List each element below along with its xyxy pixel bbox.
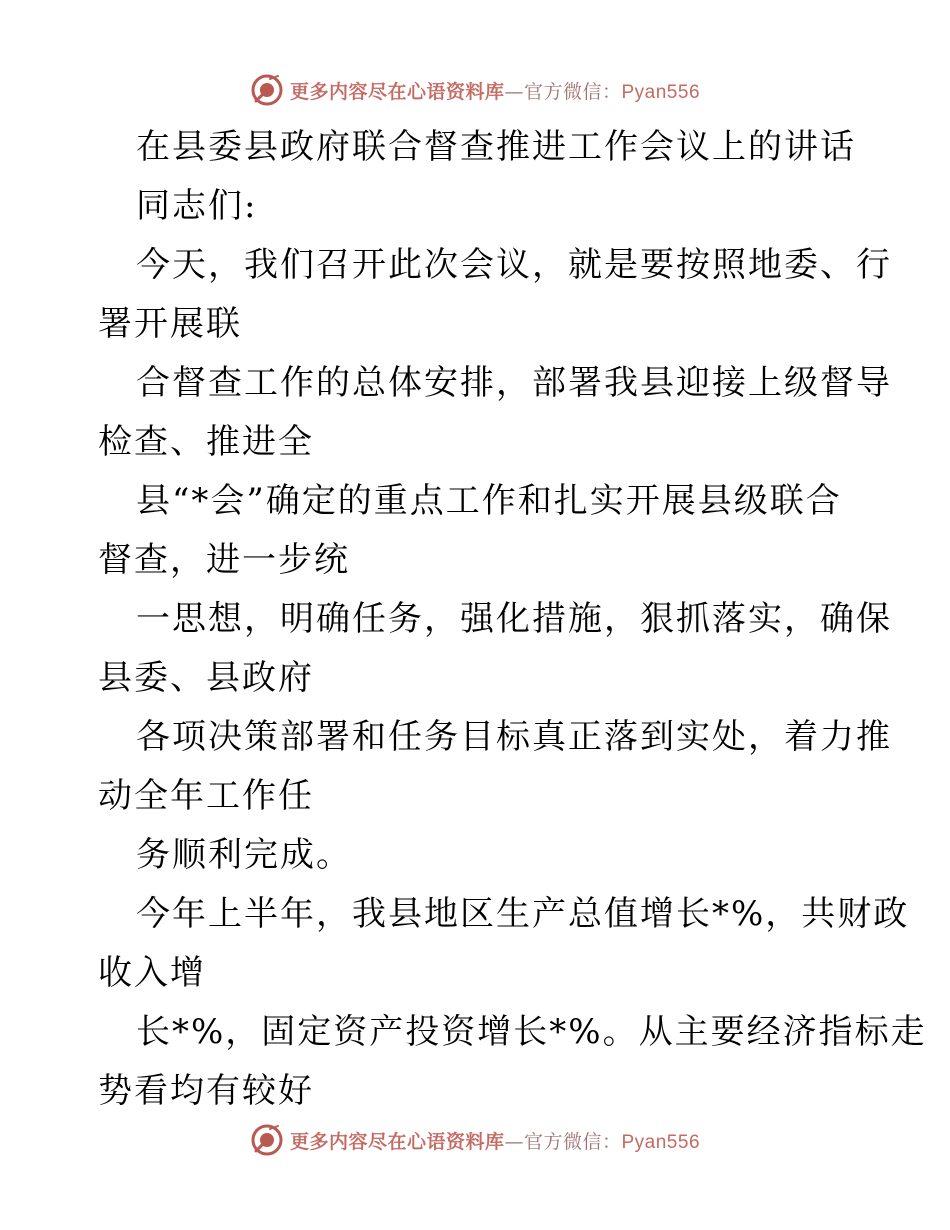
document-line: 动全年工作任 <box>98 776 314 816</box>
document-line: 署开展联 <box>98 304 242 344</box>
watermark-dash: — <box>504 1130 524 1153</box>
document-line: 各项决策部署和任务目标真正落到实处，着力推 <box>136 717 892 757</box>
document-line: 今年上半年，我县地区生产总值增长*%，共财政 <box>136 894 910 934</box>
document-body <box>98 118 927 1121</box>
document-line: 收入增 <box>98 953 206 993</box>
document-line: 务顺利完成。 <box>136 835 352 875</box>
document-line: 长*%，固定资产投资增长*%。从主要经济指标走 <box>136 1012 927 1052</box>
watermark-official: 官方微信： <box>523 80 622 103</box>
watermark-id: Pyan556 <box>621 1131 701 1153</box>
document-line: 势看均有较好 <box>98 1071 314 1111</box>
document-line: 合督查工作的总体安排，部署我县迎接上级督导 <box>136 363 892 403</box>
document-line: 县“*会”确定的重点工作和扎实开展县级联合 <box>136 481 842 521</box>
document-line: 县委、县政府 <box>98 658 314 698</box>
document-line: 督查，进一步统 <box>98 540 350 580</box>
document-line: 一思想，明确任务，强化措施，狠抓落实，确保 <box>136 599 892 639</box>
footer-watermark <box>0 1120 950 1160</box>
watermark-id: Pyan556 <box>621 81 701 103</box>
watermark-text <box>290 1127 700 1154</box>
watermark-text <box>290 77 700 104</box>
logo-icon <box>250 73 284 107</box>
document-line: 今天，我们召开此次会议，就是要按照地委、行 <box>136 245 892 285</box>
watermark-brand: 更多内容尽在心语资料库 <box>289 1130 505 1153</box>
logo-icon <box>250 1123 284 1157</box>
header-watermark <box>0 70 950 110</box>
document-line: 在县委县政府联合督查推进工作会议上的讲话 <box>136 127 856 167</box>
watermark-dash: — <box>504 80 524 103</box>
document-line: 检查、推进全 <box>98 422 314 462</box>
watermark-brand: 更多内容尽在心语资料库 <box>289 80 505 103</box>
watermark-official: 官方微信： <box>523 1130 622 1153</box>
document-line: 同志们: <box>136 186 258 226</box>
